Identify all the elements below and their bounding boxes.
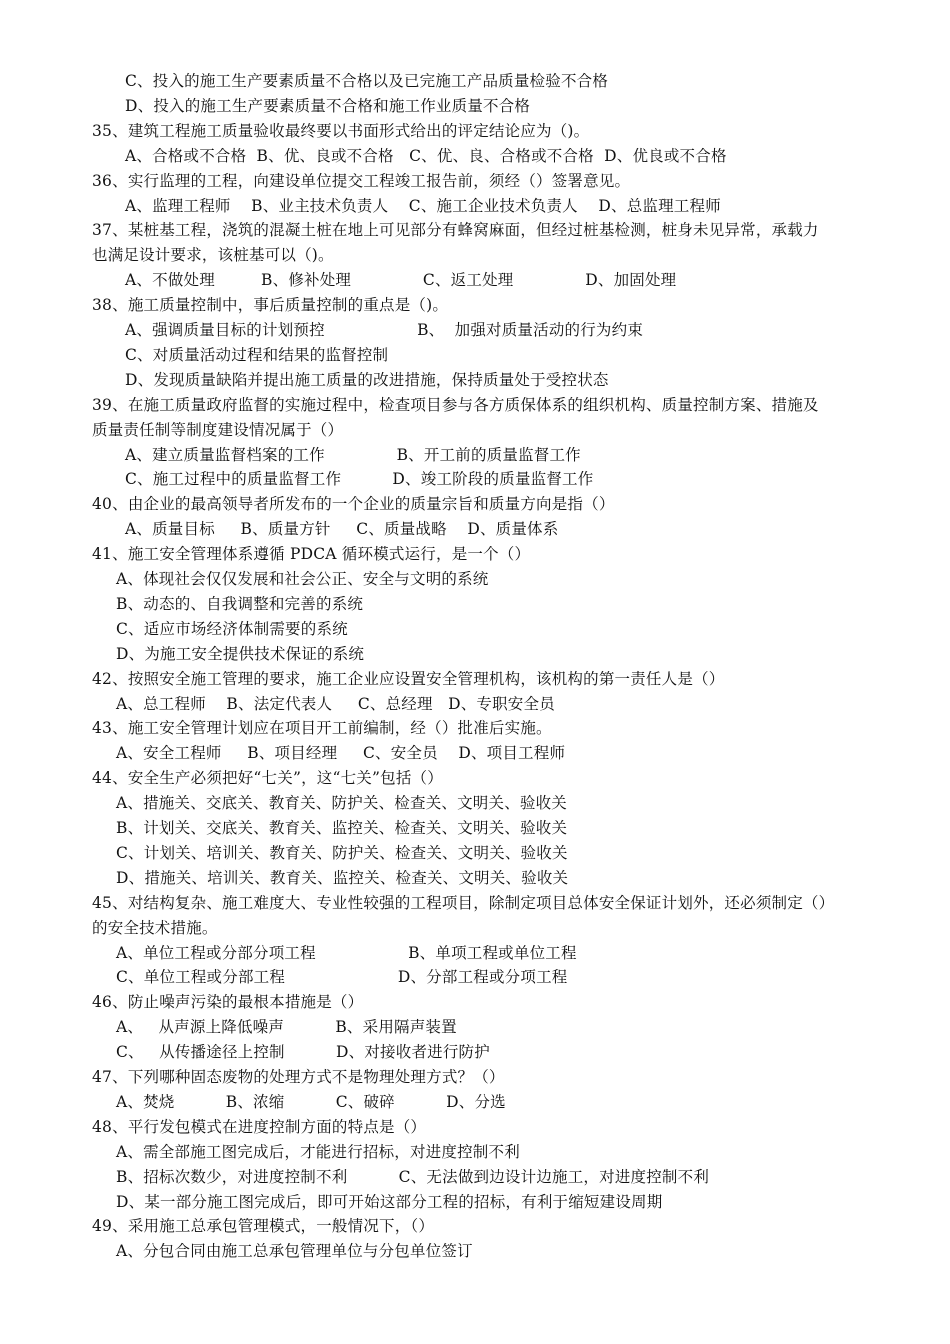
question-text: 35、建筑工程施工质量验收最终要以书面形式给出的评定结论应为（)。 [92,121,590,140]
question-text: 37、某桩基工程，浇筑的混凝土桩在地上可见部分有蜂窝麻面，但经过桩基检测，桩身未见异常，承载力 [92,221,819,240]
option-text: D、措施关、培训关、教育关、监控关、检查关、文明关、验收关 [116,868,569,887]
option-text: B、动态的、自我调整和完善的系统 [116,594,364,613]
option-text: A、措施关、交底关、教育关、防护关、检查关、文明关、验收关 [116,794,567,813]
question-text: 49、采用施工总承包管理模式，一般情况下，（） [92,1217,435,1236]
option-text: A、安全工程师 B、项目经理 C、安全员 D、项目工程师 [116,744,566,763]
question-text: 40、由企业的最高领导者所发布的一个企业的质量宗旨和质量方向是指（） [92,495,615,514]
option-text: C、 从传播途径上控制 D、对接收者进行防护 [116,1043,490,1062]
option-text: A、分包合同由施工总承包管理单位与分包单位签订 [116,1242,473,1261]
question-text: 39、在施工质量政府监督的实施过程中，检查项目参与各方质保体系的组织机构、质量控制方案、措施及 [92,395,819,414]
option-text: C、适应市场经济体制需要的系统 [116,619,348,638]
option-text: A、总工程师 B、法定代表人 C、总经理 D、专职安全员 [116,694,555,713]
question-text: 38、施工质量控制中，事后质量控制的重点是（)。 [92,296,449,315]
question-text: 46、防止噪声污染的最根本措施是（） [92,993,364,1012]
question-text: 36、实行监理的工程，向建设单位提交工程竣工报告前，须经（）签署意见。 [92,171,631,190]
option-text: C、施工过程中的质量监督工作 D、竣工阶段的质量监督工作 [125,470,594,489]
option-text: D、某一部分施工图完成后，即可开始这部分工程的招标，有利于缩短建设周期 [116,1192,663,1211]
option-text: A、单位工程或分部分项工程 B、单项工程或单位工程 [116,943,577,962]
option-text: A、合格或不合格 B、优、良或不合格 C、优、良、合格或不合格 D、优良或不合格 [125,146,727,165]
option-text: A、不做处理 B、修补处理 C、返工处理 D、加固处理 [125,271,677,290]
option-text: B、招标次数少，对进度控制不利 C、无法做到边设计边施工，对进度控制不利 [116,1167,710,1186]
question-continuation: 也满足设计要求，该桩基可以（)。 [92,246,334,265]
option-text: A、焚烧 B、浓缩 C、破碎 D、分选 [116,1092,506,1111]
option-text: C、对质量活动过程和结果的监督控制 [125,345,389,364]
option-text: B、计划关、交底关、教育关、监控关、检查关、文明关、验收关 [116,819,568,837]
option-text: A、建立质量监督档案的工作 B、开工前的质量监督工作 [125,445,581,464]
option-text: D、发现质量缺陷并提出施工质量的改进措施，保持质量处于受控状态 [125,370,609,389]
option-text: A、监理工程师 B、业主技术负责人 C、施工企业技术负责人 D、总监理工程师 [125,196,721,215]
option-text: C、计划关、培训关、教育关、防护关、检查关、文明关、验收关 [116,843,568,862]
option-text: A、 从声源上降低噪声 B、采用隔声装置 [116,1018,457,1037]
question-text: 47、下列哪种固态废物的处理方式不是物理处理方式？（） [92,1068,505,1086]
question-text: 44、安全生产必须把好“七关”，这“七关”包括（） [92,769,443,788]
question-continuation: 的安全技术措施。 [92,918,218,937]
question-text: 48、平行发包模式在进度控制方面的特点是（） [92,1117,427,1136]
option-text: C、单位工程或分部工程 D、分部工程或分项工程 [116,968,568,987]
question-text: 43、施工安全管理计划应在项目开工前编制，经（）批准后实施。 [92,719,552,738]
option-text: A、需全部施工图完成后，才能进行招标，对进度控制不利 [116,1142,520,1161]
option-text: A、质量目标 B、质量方针 C、质量战略 D、质量体系 [125,520,559,539]
option-text: A、体现社会仅仅发展和社会公正、安全与文明的系统 [116,570,489,588]
question-text: 42、按照安全施工管理的要求，施工企业应设置安全管理机构，该机构的第一责任人是（） [92,669,725,688]
option-text: C、投入的施工生产要素质量不合格以及已完施工产品质量检验不合格 [125,72,609,90]
question-continuation: 质量责任制等制度建设情况属于（） [92,420,344,439]
option-text: D、为施工安全提供技术保证的系统 [116,644,365,663]
option-text: A、强调质量目标的计划预控 B、 加强对质量活动的行为约束 [125,321,644,339]
question-text: 41、施工安全管理体系遵循 PDCA 循环模式运行，是一个（） [92,545,531,564]
question-text: 45、对结构复杂、施工难度大、专业性较强的工程项目，除制定项目总体安全保证计划外，还必须制定（） [92,893,835,912]
option-text: D、投入的施工生产要素质量不合格和施工作业质量不合格 [125,96,531,115]
